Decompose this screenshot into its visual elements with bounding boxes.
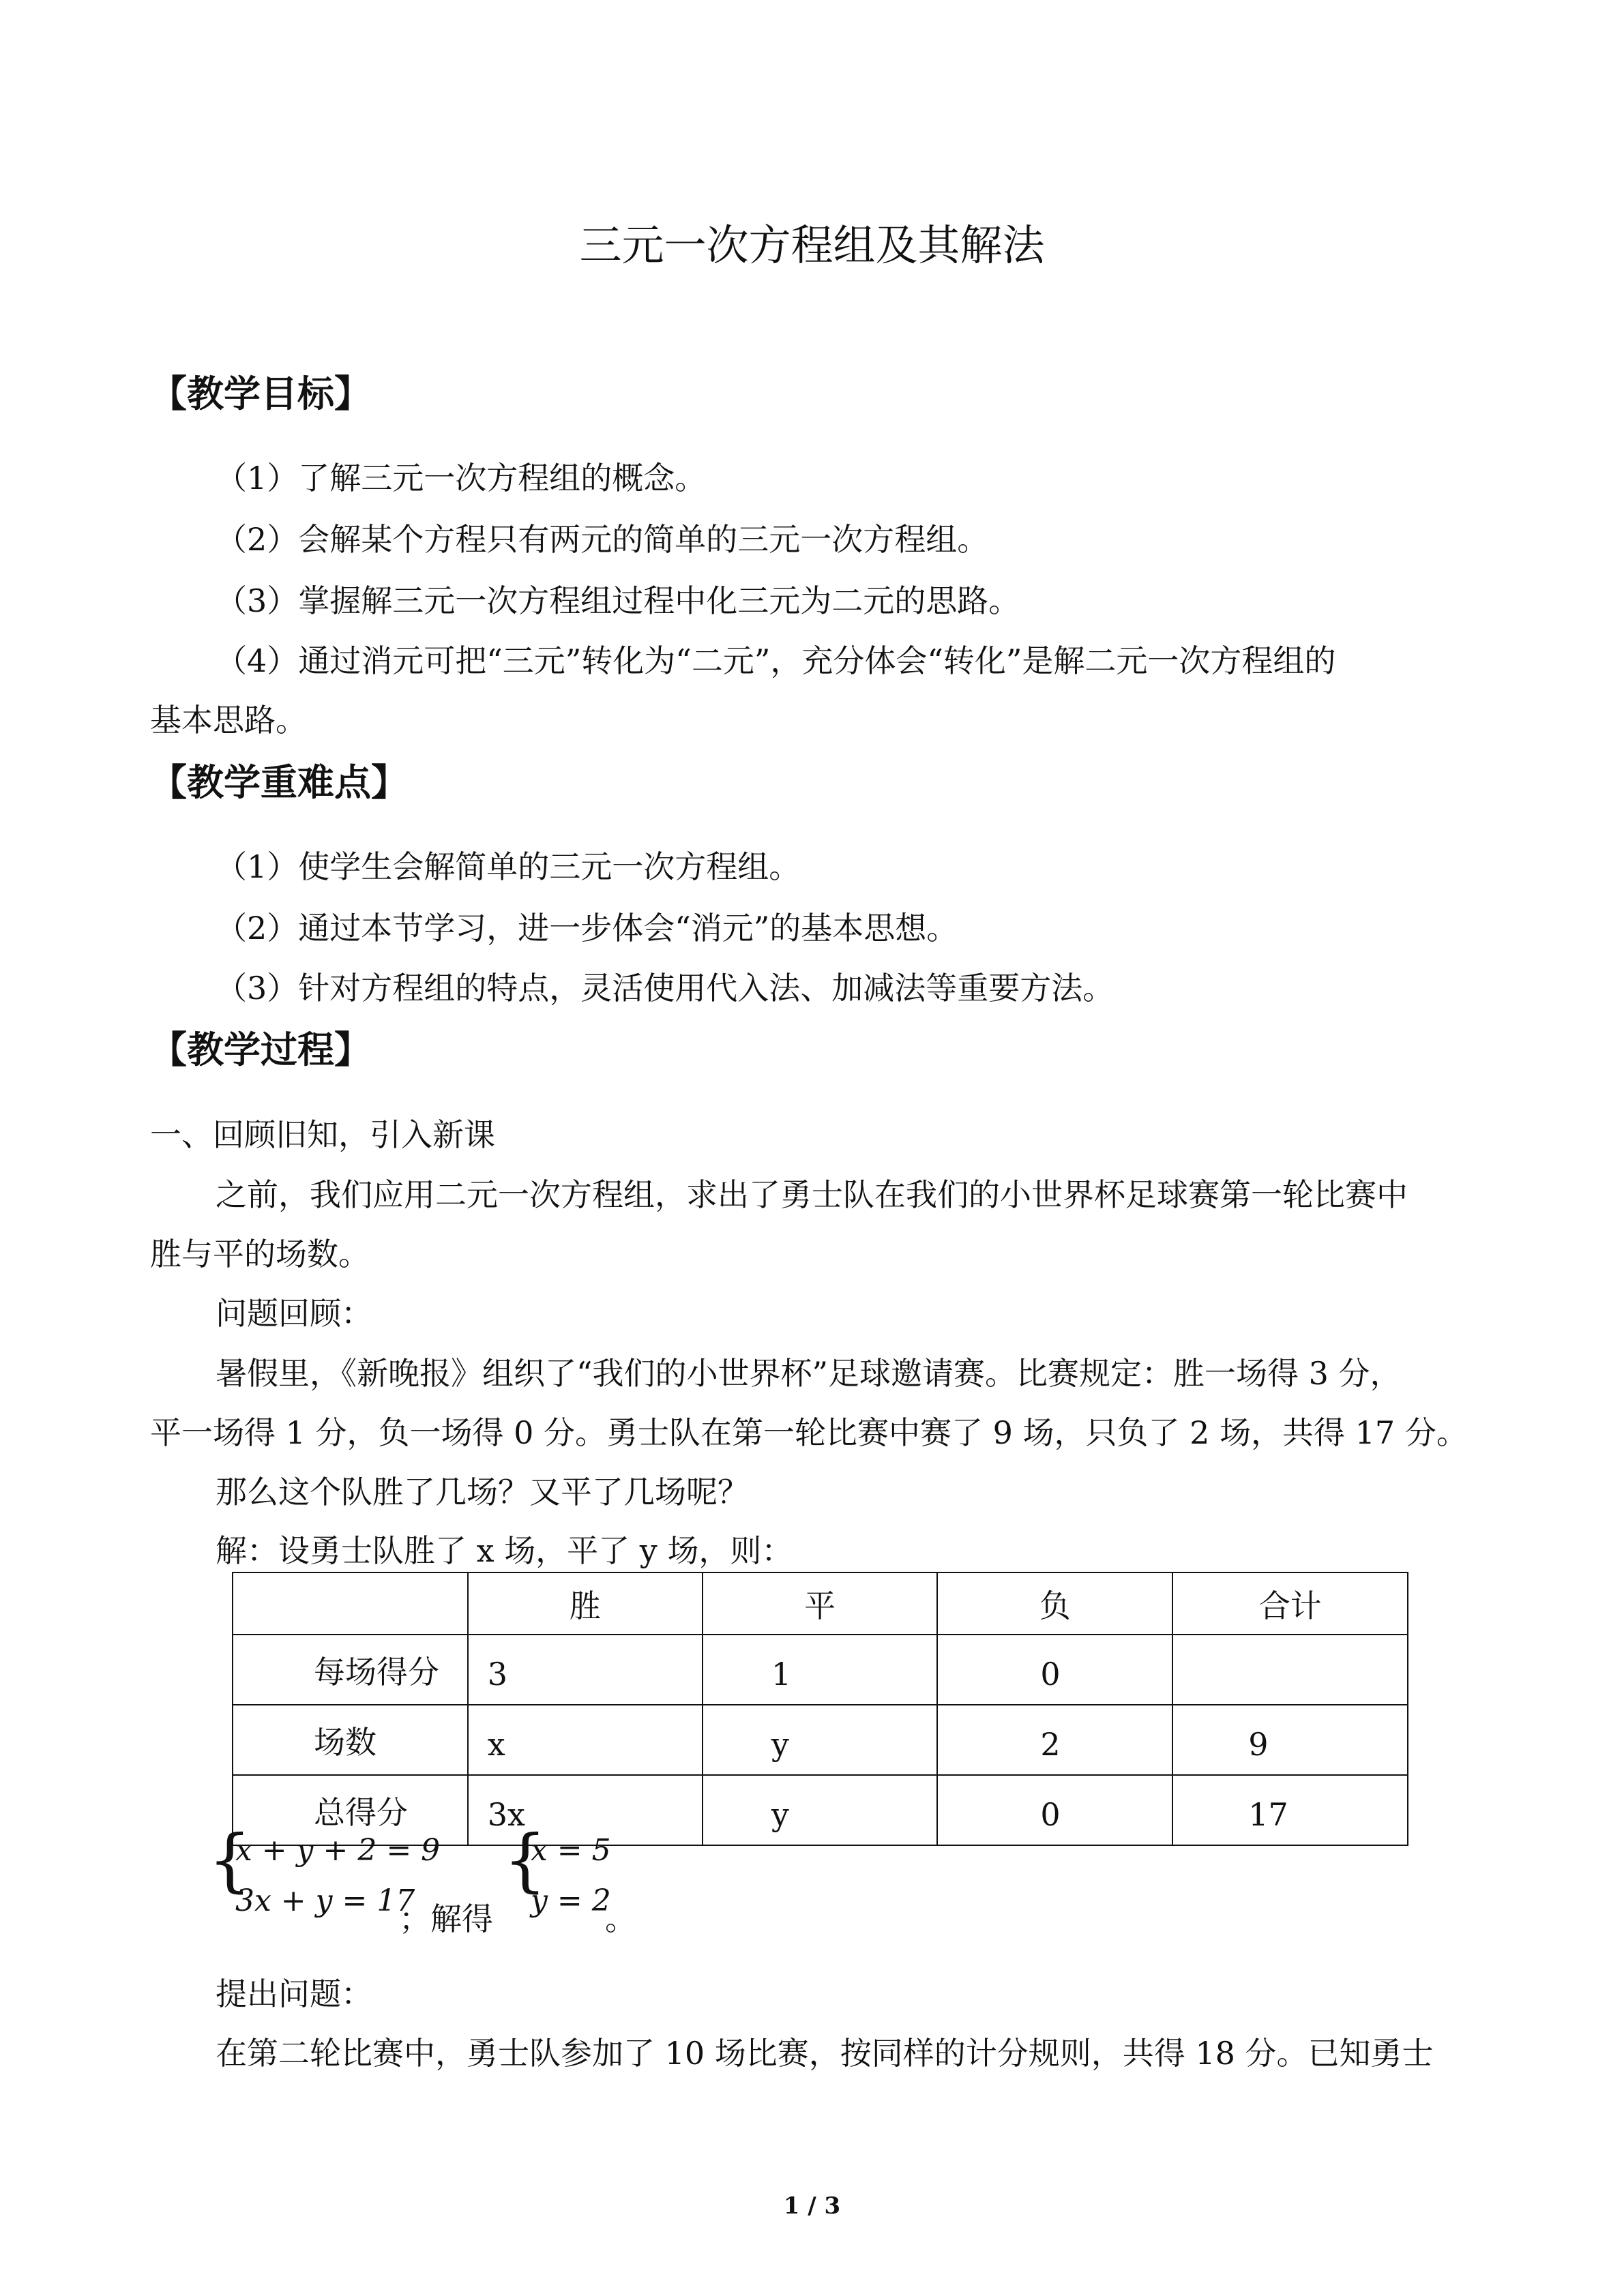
table-cell: 17 [1172,1775,1408,1845]
table-cell: 1 [703,1635,937,1705]
sentence-end: 。 [605,1900,636,1937]
table-row-header: 总得分 [233,1775,468,1845]
key-point-item: （1）使学生会解简单的三元一次方程组。 [216,848,801,885]
page-title: 三元一次方程组及其解法 [579,220,1045,270]
solution-1: x = 5 [531,1833,611,1868]
table-header-cell [233,1572,468,1635]
left-brace-icon: { [208,1820,252,1900]
table-cell: y [703,1775,937,1845]
table-row [233,1635,1408,1705]
table-cell: 3 [468,1635,703,1705]
page-number: 1 / 3 [783,2192,841,2220]
problem-text: 暑假里，《新晚报》组织了“我们的小世界杯”足球邀请赛。比赛规定：胜一场得 3 分， [216,1355,1402,1392]
table-header-cell: 负 [937,1572,1172,1635]
table-cell: 3x [468,1775,703,1845]
objective-item: （4）通过消元可把“三元”转化为“二元”，充分体会“转化”是解二元一次方程组的 [216,642,1336,679]
table-header-cell: 平 [703,1572,937,1635]
objective-item: （3）掌握解三元一次方程组过程中化三元为二元的思路。 [216,582,1020,619]
table-header-cell: 合计 [1172,1572,1408,1635]
equation-2: 3x + y = 17 [235,1883,415,1918]
equation-1: x + y + 2 = 9 [235,1833,441,1868]
problem-text-continued: 平一场得 1 分，负一场得 0 分。勇士队在第一轮比赛中赛了 9 场，只负了 2 场，共得 17 分。 [150,1414,1468,1451]
table-cell [1172,1635,1408,1705]
table-cell: 0 [937,1635,1172,1705]
raise-label: 提出问题： [216,1976,372,2012]
table-cell: y [703,1705,937,1775]
table-cell: 2 [937,1705,1172,1775]
table-header-cell: 胜 [468,1572,703,1635]
process-heading: 一、回顾旧知，引入新课 [150,1116,495,1153]
solution-2: y = 2 [531,1883,611,1918]
section-heading-key-points: 【教学重难点】 [150,761,408,804]
section-heading-objectives: 【教学目标】 [150,372,371,415]
left-brace-icon: { [503,1820,547,1900]
table-row-header: 每场得分 [233,1635,468,1705]
key-point-item: （3）针对方程组的特点，灵活使用代入法、加减法等重要方法。 [216,970,1114,1007]
table-cell: 9 [1172,1705,1408,1775]
score-table [232,1572,1408,1846]
table-row-header: 场数 [233,1705,468,1775]
paragraph: 在第二轮比赛中，勇士队参加了 10 场比赛，按同样的计分规则，共得 18 分。已知勇士 [216,2035,1434,2072]
paragraph: 之前，我们应用二元一次方程组，求出了勇士队在我们的小世界杯足球赛第一轮比赛中 [216,1176,1408,1213]
table-cell: x [468,1705,703,1775]
table-header-row [233,1572,1408,1635]
key-point-item: （2）通过本节学习，进一步体会“消元”的基本思想。 [216,910,958,946]
section-heading-process: 【教学过程】 [150,1028,371,1071]
question-text: 那么这个队胜了几场？又平了几场呢？ [216,1474,749,1510]
objective-item: （2）会解某个方程只有两元的简单的三元一次方程组。 [216,521,989,558]
objective-item: （1）了解三元一次方程组的概念。 [216,460,707,496]
table-row [233,1705,1408,1775]
objective-item-continued: 基本思路。 [150,702,307,739]
paragraph-continued: 胜与平的场数。 [150,1236,370,1272]
solution-intro: 解：设勇士队胜了 x 场，平了 y 场，则： [216,1532,793,1569]
table-cell: 0 [937,1775,1172,1845]
solve-separator: ；解得 [399,1900,493,1937]
review-label: 问题回顾： [216,1295,372,1332]
